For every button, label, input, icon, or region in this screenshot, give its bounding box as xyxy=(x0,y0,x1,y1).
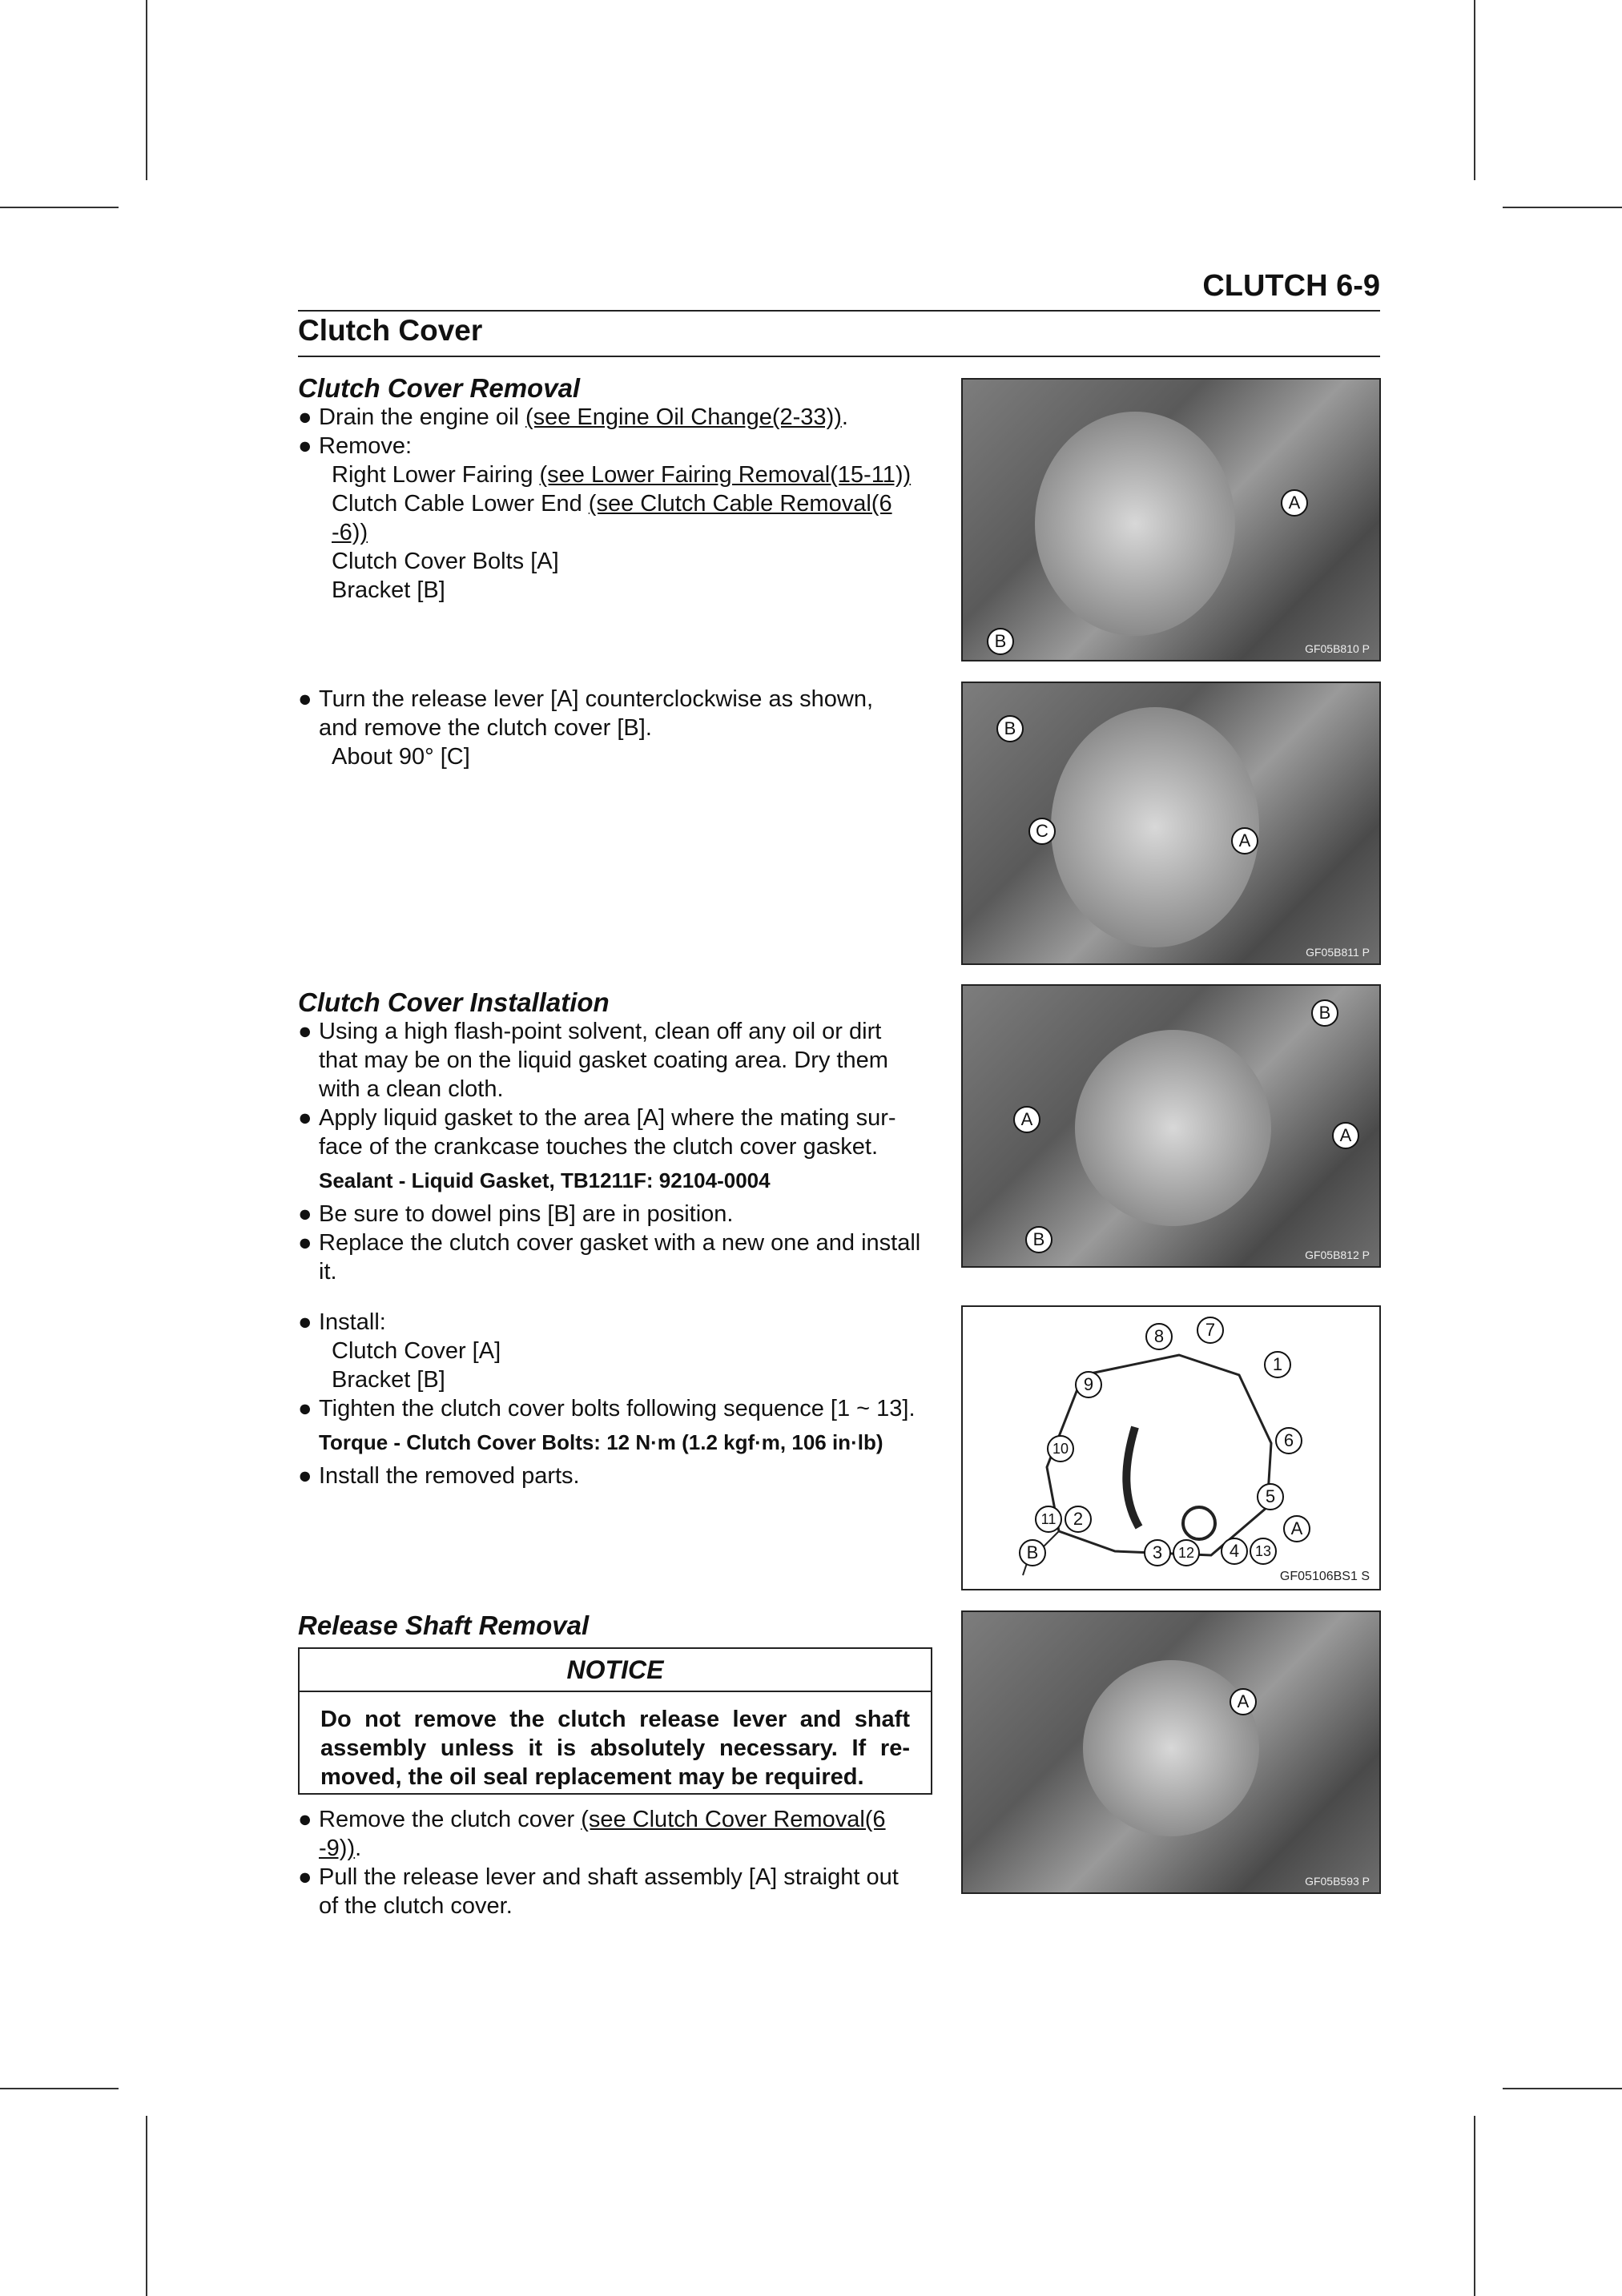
item-text: Right Lower Fairing xyxy=(332,462,540,488)
crop-mark xyxy=(1474,0,1475,180)
sequence-bolt-1: 1 xyxy=(1264,1351,1291,1378)
sequence-bolt-10: 10 xyxy=(1047,1435,1074,1462)
step-text: Apply liquid gasket to the area [A] where the mating sur- xyxy=(319,1105,896,1131)
step-text: Remove the clutch cover xyxy=(319,1807,582,1832)
crop-mark xyxy=(146,0,147,180)
callout-a: A xyxy=(1283,1515,1310,1542)
callout-b: B xyxy=(987,628,1014,655)
removal-steps xyxy=(298,403,931,605)
step-install-removed xyxy=(298,1462,931,1490)
sequence-bolt-9: 9 xyxy=(1075,1371,1102,1398)
step-dowel-pins xyxy=(298,1200,931,1228)
callout-a: A xyxy=(1013,1106,1040,1133)
sequence-bolt-11: 11 xyxy=(1035,1506,1062,1533)
callout-a: A xyxy=(1230,1688,1257,1715)
figure-code: GF05106BS1 S xyxy=(1279,1570,1370,1583)
install-item-cover: Clutch Cover [A] xyxy=(332,1338,501,1364)
figure-code: GF05B593 P xyxy=(1305,1875,1370,1888)
clutch-cover-shape xyxy=(1035,412,1235,636)
step-text: Remove: xyxy=(319,433,413,459)
link-clutch-cover-removal[interactable]: (see Clutch Cover Removal(6 xyxy=(581,1807,886,1832)
callout-a: A xyxy=(1332,1122,1359,1149)
step-text: Install the removed parts. xyxy=(319,1463,580,1489)
figure-gasket-area xyxy=(961,984,1381,1268)
figure-release-lever xyxy=(961,682,1381,965)
step-drain xyxy=(298,403,931,432)
step-text: Turn the release lever [A] counterclockwise as shown, xyxy=(319,686,874,712)
torque-spec: Torque - Clutch Cover Bolts: 12 N·m (1.2 kgf·m, 106 in·lb) xyxy=(319,1430,883,1454)
section-title: Clutch Cover xyxy=(298,314,483,347)
release-shaft-shape xyxy=(1083,1660,1259,1836)
step-text: . xyxy=(841,404,848,430)
step-text: Replace the clutch cover gasket with a new one and install xyxy=(319,1230,921,1256)
step-text: Be sure to dowel pins [B] are in position. xyxy=(319,1201,734,1227)
bullet-icon: ● xyxy=(298,1230,312,1256)
sequence-bolt-3: 3 xyxy=(1144,1539,1171,1566)
step-solvent-cont: that may be on the liquid gasket coating area. Dry them xyxy=(319,1047,888,1073)
sequence-bolt-13: 13 xyxy=(1250,1538,1277,1565)
step-tighten-bolts xyxy=(298,1394,931,1423)
remove-item-bolts: Clutch Cover Bolts [A] xyxy=(332,549,559,574)
angle-note: About 90° [C] xyxy=(332,744,470,770)
installation-heading: Clutch Cover Installation xyxy=(298,987,610,1017)
callout-b: B xyxy=(1311,999,1338,1027)
sequence-bolt-4: 4 xyxy=(1221,1538,1248,1565)
step-remove-cover xyxy=(298,1805,931,1834)
crop-mark xyxy=(146,2116,147,2296)
remove-item-cable-cont xyxy=(298,518,931,547)
step-apply-gasket xyxy=(298,1104,931,1132)
callout-c: C xyxy=(1028,818,1056,845)
sealant-spec: Sealant - Liquid Gasket, TB1211F: 92104-0004 xyxy=(319,1168,771,1192)
step-replace-gasket xyxy=(298,1228,931,1257)
notice-line: Do not remove the clutch release lever and shaft xyxy=(320,1707,910,1732)
step-pull-lever xyxy=(298,1863,931,1892)
turn-lever-step xyxy=(298,685,931,771)
figure-code: GF05B811 P xyxy=(1306,946,1370,959)
sequence-bolt-6: 6 xyxy=(1275,1427,1302,1454)
crop-mark xyxy=(0,2088,119,2089)
clutch-cover-shape xyxy=(1051,707,1259,947)
step-solvent xyxy=(298,1017,931,1046)
step-remove xyxy=(298,432,931,460)
bullet-icon: ● xyxy=(298,404,312,430)
step-install xyxy=(298,1308,931,1337)
link-lower-fairing-removal[interactable]: (see Lower Fairing Removal(15-11)) xyxy=(539,462,912,488)
crop-mark xyxy=(1503,2088,1622,2089)
step-text: Install: xyxy=(319,1309,386,1335)
sequence-bolt-2: 2 xyxy=(1065,1506,1092,1533)
callout-a: A xyxy=(1231,827,1258,854)
sequence-bolt-7: 7 xyxy=(1197,1317,1224,1344)
sequence-bolt-12: 12 xyxy=(1173,1539,1200,1566)
sequence-bolt-8: 8 xyxy=(1145,1323,1173,1350)
crop-mark xyxy=(1474,2116,1475,2296)
step-turn-lever-cont: and remove the clutch cover [B]. xyxy=(319,715,652,741)
remove-item-fairing xyxy=(298,460,931,489)
link-clutch-cable-removal-cont[interactable]: -6)) xyxy=(332,520,368,545)
figure-bolt-sequence xyxy=(961,1305,1381,1590)
release-steps xyxy=(298,1805,931,1920)
callout-a: A xyxy=(1281,489,1308,517)
figure-clutch-cover-bolts xyxy=(961,378,1381,661)
link-clutch-cover-removal-cont[interactable]: -9)) xyxy=(319,1836,356,1861)
step-pull-lever-cont: of the clutch cover. xyxy=(319,1893,513,1919)
install-item-bracket: Bracket [B] xyxy=(332,1367,445,1393)
step-apply-gasket-cont: face of the crankcase touches the clutch cover gasket. xyxy=(319,1134,878,1160)
notice-line: moved, the oil seal replacement may be required. xyxy=(320,1764,864,1790)
bullet-icon: ● xyxy=(298,1864,312,1890)
step-text: . xyxy=(355,1836,362,1861)
header-rule xyxy=(298,310,1380,312)
crop-mark xyxy=(0,207,119,208)
bullet-icon: ● xyxy=(298,1396,312,1421)
step-remove-cover-cont xyxy=(298,1834,931,1863)
release-heading: Release Shaft Removal xyxy=(298,1610,590,1640)
clutch-basket-shape xyxy=(1075,1030,1271,1226)
bullet-icon: ● xyxy=(298,1309,312,1335)
bullet-icon: ● xyxy=(298,1019,312,1044)
callout-b: B xyxy=(1025,1226,1052,1253)
bullet-icon: ● xyxy=(298,433,312,459)
figure-release-shaft xyxy=(961,1610,1381,1894)
bullet-icon: ● xyxy=(298,1463,312,1489)
installation-steps xyxy=(298,1017,931,1286)
callout-b: B xyxy=(996,715,1024,742)
install-steps-2 xyxy=(298,1308,931,1490)
notice-title: NOTICE xyxy=(300,1649,931,1692)
bullet-icon: ● xyxy=(298,1201,312,1227)
sequence-bolt-5: 5 xyxy=(1257,1483,1284,1510)
bullet-icon: ● xyxy=(298,686,312,712)
bullet-icon: ● xyxy=(298,1807,312,1832)
link-engine-oil-change[interactable]: (see Engine Oil Change(2-33)) xyxy=(525,404,842,430)
item-text: Clutch Cable Lower End xyxy=(332,491,589,517)
figure-code: GF05B810 P xyxy=(1305,642,1370,655)
figure-code: GF05B812 P xyxy=(1305,1249,1370,1261)
notice-box xyxy=(298,1647,932,1795)
remove-item-cable xyxy=(298,489,931,518)
step-solvent-cont: with a clean cloth. xyxy=(319,1076,504,1102)
remove-item-bracket: Bracket [B] xyxy=(332,577,445,603)
callout-b: B xyxy=(1019,1539,1046,1566)
removal-heading: Clutch Cover Removal xyxy=(298,373,581,403)
step-text: Drain the engine oil xyxy=(319,404,525,430)
crop-mark xyxy=(1503,207,1622,208)
step-text: Using a high flash-point solvent, clean off any oil or dirt xyxy=(319,1019,882,1044)
chapter-page-header: CLUTCH 6-9 xyxy=(1202,269,1380,303)
step-text: Pull the release lever and shaft assembly [A] straight out xyxy=(319,1864,899,1890)
step-replace-gasket-cont: it. xyxy=(319,1259,337,1285)
notice-line: assembly unless it is absolutely necessary. If re- xyxy=(320,1735,910,1761)
step-turn-lever xyxy=(298,685,931,714)
step-text: Tighten the clutch cover bolts following sequence [1 ~ 13]. xyxy=(319,1396,916,1421)
link-clutch-cable-removal[interactable]: (see Clutch Cable Removal(6 xyxy=(588,491,892,517)
bullet-icon: ● xyxy=(298,1105,312,1131)
section-rule xyxy=(298,356,1380,357)
notice-body xyxy=(300,1692,931,1804)
